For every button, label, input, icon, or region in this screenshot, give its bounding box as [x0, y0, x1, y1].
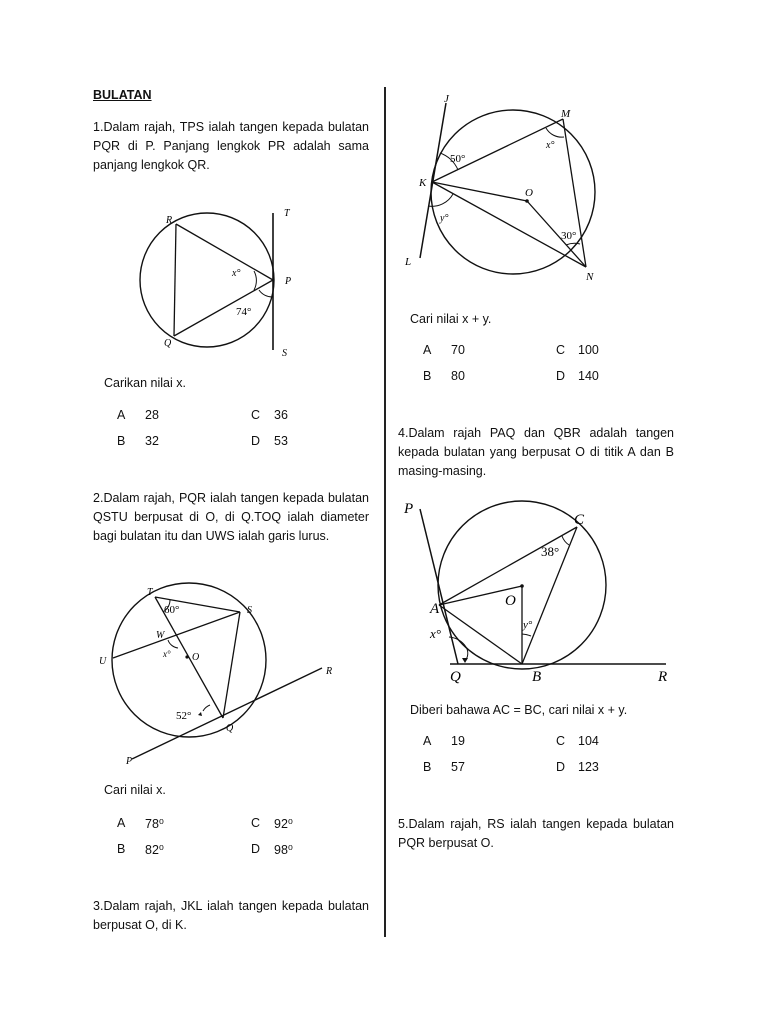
q2-label-u: U — [99, 656, 107, 667]
question-3-number: 3. — [93, 899, 104, 913]
q2-label-p: P — [126, 756, 133, 767]
q2-option-a-value: 78⁰ — [145, 817, 164, 831]
question-5-text: Dalam rajah, RS ialah tangen kepada bulatan PQR berpusat O. — [398, 817, 674, 850]
question-5 — [398, 815, 674, 853]
question-2-text: Dalam rajah, PQR ialah tangen kepada bulatan QSTU berpusat di O, di Q.TOQ ialah diameter bagi bulatan itu dan UWS ialah garis lurus. — [93, 491, 369, 543]
q4-label-o: O — [505, 593, 516, 609]
question-3-prompt: Cari nilai x + y. — [410, 312, 492, 326]
q1-option-d-value: 53 — [274, 434, 288, 448]
q1-label-p: P — [285, 276, 292, 287]
q2-option-c-letter: C — [251, 816, 261, 830]
question-5-number: 5. — [398, 817, 409, 831]
q2-option-b-value: 82⁰ — [145, 843, 164, 857]
q3-label-n: N — [586, 271, 594, 283]
q4-option-c-letter: C — [556, 734, 566, 748]
q4-label-q: Q — [450, 669, 461, 685]
question-4-prompt: Diberi bahawa AC = BC, cari nilai x + y. — [410, 703, 628, 717]
q4-label-c: C — [574, 512, 585, 528]
q1-option-c-value: 36 — [274, 408, 288, 422]
question-2-number: 2. — [93, 491, 104, 505]
q4-center-dot — [520, 584, 524, 588]
q4-label-y: y° — [523, 619, 533, 631]
q4-label-b: B — [532, 669, 542, 685]
q4-label-x: x° — [430, 626, 441, 641]
question-4-text: Dalam rajah PAQ dan QBR adalah tangen kepada bulatan yang berpusat O di titik A dan B masing-masing. — [398, 426, 674, 478]
question-1-number: 1. — [93, 120, 104, 134]
q4-angle-38-arc — [562, 536, 569, 545]
question-3-text: Dalam rajah, JKL ialah tangen kepada bulatan berpusat O, di K. — [93, 899, 369, 932]
q3-option-d-value: 140 — [578, 369, 599, 383]
q3-option-a-value: 70 — [451, 343, 465, 357]
q2-label-q: Q — [226, 723, 234, 734]
q1-option-d-letter: D — [251, 434, 261, 448]
q3-option-a-letter: A — [423, 343, 432, 357]
q4-angle-arrow — [462, 658, 468, 663]
q2-option-c-value: 92⁰ — [274, 817, 293, 831]
q1-label-r: R — [166, 215, 173, 226]
question-1-text: Dalam rajah, TPS ialah tangen kepada bulatan PQR di P. Panjang lengkok PR adalah sama panjang lengkok QR. — [93, 120, 369, 172]
q3-option-d-letter: D — [556, 369, 566, 383]
q2-label-t: T — [147, 587, 153, 598]
q3-label-o: O — [525, 187, 533, 199]
question-1-prompt: Carikan nilai x. — [104, 376, 186, 390]
q1-option-c-letter: C — [251, 408, 261, 422]
question-2-prompt: Cari nilai x. — [104, 783, 166, 797]
q3-label-m: M — [561, 108, 571, 120]
q1-label-q: Q — [164, 338, 172, 349]
q2-label-s: S — [247, 605, 252, 616]
q3-label-y: y° — [440, 213, 449, 224]
q2-option-d-value: 98⁰ — [274, 843, 293, 857]
q4-option-b-value: 57 — [451, 760, 465, 774]
q2-option-b-letter: B — [117, 842, 126, 856]
q4-label-p: P — [404, 501, 414, 517]
q1-label-t: T — [284, 208, 290, 219]
q2-label-r: R — [326, 666, 333, 677]
q4-angle-y-arc — [522, 634, 531, 636]
q3-option-b-value: 80 — [451, 369, 465, 383]
q3-label-k: K — [419, 177, 427, 189]
q3-option-c-value: 100 — [578, 343, 599, 357]
q4-label-r: R — [658, 669, 668, 685]
q3-option-c-letter: C — [556, 343, 566, 357]
q2-label-x: x° — [163, 649, 171, 659]
q3-label-l: L — [405, 256, 412, 268]
q4-option-a-letter: A — [423, 734, 432, 748]
q1-option-a-letter: A — [117, 408, 126, 422]
q4-option-d-letter: D — [556, 760, 566, 774]
q1-label-s: S — [282, 348, 287, 359]
q2-label-o: O — [192, 652, 200, 663]
q1-option-a-value: 28 — [145, 408, 159, 422]
q1-option-b-letter: B — [117, 434, 126, 448]
q2-option-a-letter: A — [117, 816, 126, 830]
q2-label-60: 60° — [164, 604, 180, 616]
q4-option-b-letter: B — [423, 760, 432, 774]
q1-option-b-value: 32 — [145, 434, 159, 448]
q2-option-d-letter: D — [251, 842, 261, 856]
q3-label-j: J — [444, 93, 449, 105]
q3-option-b-letter: B — [423, 369, 432, 383]
q2-label-w: W — [156, 630, 165, 641]
q3-label-30: 30° — [561, 230, 577, 242]
q4-option-a-value: 19 — [451, 734, 465, 748]
q4-label-a: A — [430, 601, 440, 617]
q3-label-x: x° — [546, 140, 555, 151]
q1-label-74: 74° — [236, 306, 252, 318]
q1-label-x: x° — [232, 268, 241, 279]
page-title: BULATAN — [93, 88, 152, 102]
q4-label-38: 38° — [541, 544, 560, 559]
q2-label-52: 52° — [176, 710, 192, 722]
question-4-number: 4. — [398, 426, 409, 440]
q4-option-c-value: 104 — [578, 734, 599, 748]
q3-label-50: 50° — [450, 153, 466, 165]
q4-option-d-value: 123 — [578, 760, 599, 774]
